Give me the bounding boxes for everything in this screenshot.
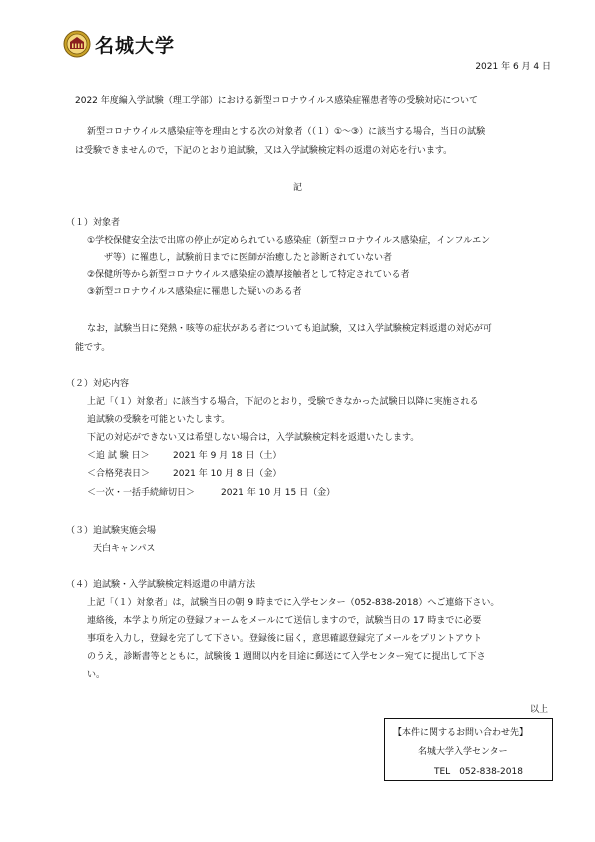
section1-note: 能です。 (75, 343, 111, 353)
section1-item: ザ等）に罹患し，試験前日までに医師が治癒したと診断されていない者 (104, 253, 393, 263)
section3-venue: 天白キャンパス (93, 544, 156, 554)
university-name: 名城大学 (95, 34, 176, 57)
university-seal-icon (63, 30, 91, 58)
contact-heading: 【本件に関するお問い合わせ先】 (393, 728, 529, 738)
contact-org: 名城大学入学センター (418, 747, 508, 757)
section1-item: ②保健所等から新型コロナウイルス感染症の濃厚接触者として特定されている者 (87, 270, 410, 280)
contact-tel: TEL 052-838-2018 (434, 767, 523, 777)
section2-line: 追試験の受験を可能といたします。 (87, 415, 231, 425)
intro-line: は受験できませんので，下記のとおり追試験，又は入学試験検定料の返還の対応を行います。 (75, 146, 453, 156)
university-logo (63, 30, 175, 58)
section4-line: 事項を入力し，登録を完了して下さい。登録後に届く，意思確認登録完了メールをプリントアウト (87, 634, 483, 644)
schedule-value: 2021 年 10 月 15 日（金） (221, 488, 336, 498)
schedule-label: ＜追 試 験 日＞ (87, 451, 150, 461)
section4-line: い。 (87, 670, 106, 680)
section1-item: ③新型コロナウイルス感染症に罹患した疑いのある者 (87, 287, 302, 297)
intro-line: 新型コロナウイルス感染症等を理由とする次の対象者（（１）①～③）に該当する場合，当日の試験 (87, 127, 486, 137)
section2-line: 上記「（１）対象者」に該当する場合，下記のとおり，受験できなかった試験日以降に実施される (87, 397, 479, 407)
closing-text: 以上 (529, 705, 548, 715)
section4-line: 上記「（１）対象者」は，試験当日の朝 9 時までに入学センター（052-838-2018）へご連絡下さい。 (87, 598, 500, 608)
section1-item: ①学校保健安全法で出席の停止が定められている感染症（新型コロナウイルス感染症，インフルエン (87, 236, 491, 246)
section4-line: のうえ，診断書等とともに，試験後 1 週間以内を目途に郵送にて入学センター宛てに提出して下さ (87, 652, 486, 662)
document-date: 2021 年 6 月 4 日 (475, 62, 551, 72)
section2-line: 下記の対応ができない又は希望しない場合は，入学試験検定料を返還いたします。 (87, 433, 420, 443)
schedule-label: ＜合格発表日＞ (87, 469, 151, 479)
ki-heading: 記 (292, 183, 302, 193)
document-title: 2022 年度編入学試験（理工学部）における新型コロナウイルス感染症罹患者等の受験対応について (75, 96, 479, 106)
section4-line: 連絡後，本学より所定の登録フォームをメールにて送信しますので，試験当日の 17 時までに必要 (87, 616, 482, 626)
schedule-value: 2021 年 9 月 18 日（土） (173, 451, 282, 461)
section1-heading: （１）対象者 (66, 218, 121, 228)
schedule-label: ＜一次・一括手続締切日＞ (87, 488, 196, 498)
schedule-value: 2021 年 10 月 8 日（金） (173, 469, 282, 479)
section3-heading: （３）追試験実施会場 (66, 526, 157, 536)
section4-heading: （４）追試験・入学試験検定料返還の申請方法 (66, 580, 256, 590)
section1-note: なお，試験当日に発熱・咳等の症状がある者についても追試験，又は入学試験検定料返還の対応が可 (87, 324, 492, 334)
contact-box (384, 718, 553, 781)
section2-heading: （２）対応内容 (66, 379, 130, 389)
